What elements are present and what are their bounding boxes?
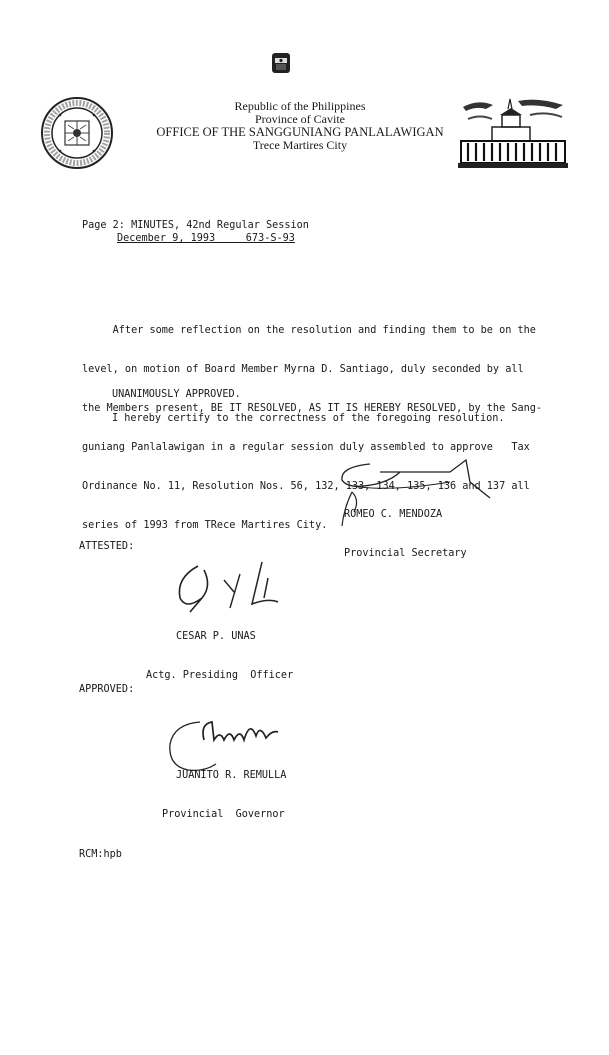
office-line: OFFICE OF THE SANGGUNIANG PANLALAWIGAN [156, 125, 444, 139]
governor-title: Provincial Governor [162, 809, 285, 820]
governor-name: JUANITO R. REMULLA [176, 770, 287, 781]
unanimously-approved: UNANIMOUSLY APPROVED. [112, 389, 241, 400]
province-line: Province of Cavite [255, 112, 345, 126]
city-line: Trece Martires City [252, 138, 348, 152]
secretary-name: ROMEO C. MENDOZA [344, 509, 443, 520]
attested-label: ATTESTED: [79, 541, 135, 552]
secretary-signature-block [344, 482, 467, 586]
top-emblem-icon [271, 52, 291, 74]
presiding-officer-title: Actg. Presiding Officer [146, 670, 294, 681]
presiding-officer-signature-block [146, 604, 293, 708]
paragraph-line: After some reflection on the resolution and finding them to be on the [82, 325, 536, 336]
page-heading-line2: December 9, 1993 673-S-93 [117, 233, 295, 244]
letterhead [150, 100, 450, 152]
governor-signature-block [162, 743, 286, 847]
paragraph-line: level, on motion of Board Member Myrna D. Santiago, duly seconded by all [82, 364, 524, 375]
republic-line: Republic of the Philippines [234, 99, 366, 113]
provincial-seal-icon [40, 96, 114, 170]
resolution-paragraph [82, 298, 552, 558]
page-heading-line1: Page 2: MINUTES, 42nd Regular Session [82, 220, 309, 231]
paragraph-line: the Members present, BE IT RESOLVED, AS IT IS HEREBY RESOLVED, by the Sang- [82, 403, 543, 414]
paragraph-line: series of 1993 from TRece Martires City. [82, 520, 328, 531]
paragraph-line: guniang Panlalawigan in a regular session duly assembled to approve Tax [82, 442, 530, 453]
page-heading [82, 219, 382, 245]
reference-initials: RCM:hpb [79, 849, 122, 860]
secretary-title: Provincial Secretary [344, 548, 467, 559]
approved-label: APPROVED: [79, 684, 135, 695]
certification-line: I hereby certify to the correctness of the foregoing resolution. [112, 413, 505, 424]
paragraph-line: Ordinance No. 11, Resolution Nos. 56, 132, 133, 134, 135, 136 and 137 all [82, 481, 530, 492]
capitol-building-icon [458, 95, 568, 170]
presiding-officer-name: CESAR P. UNAS [176, 631, 256, 642]
